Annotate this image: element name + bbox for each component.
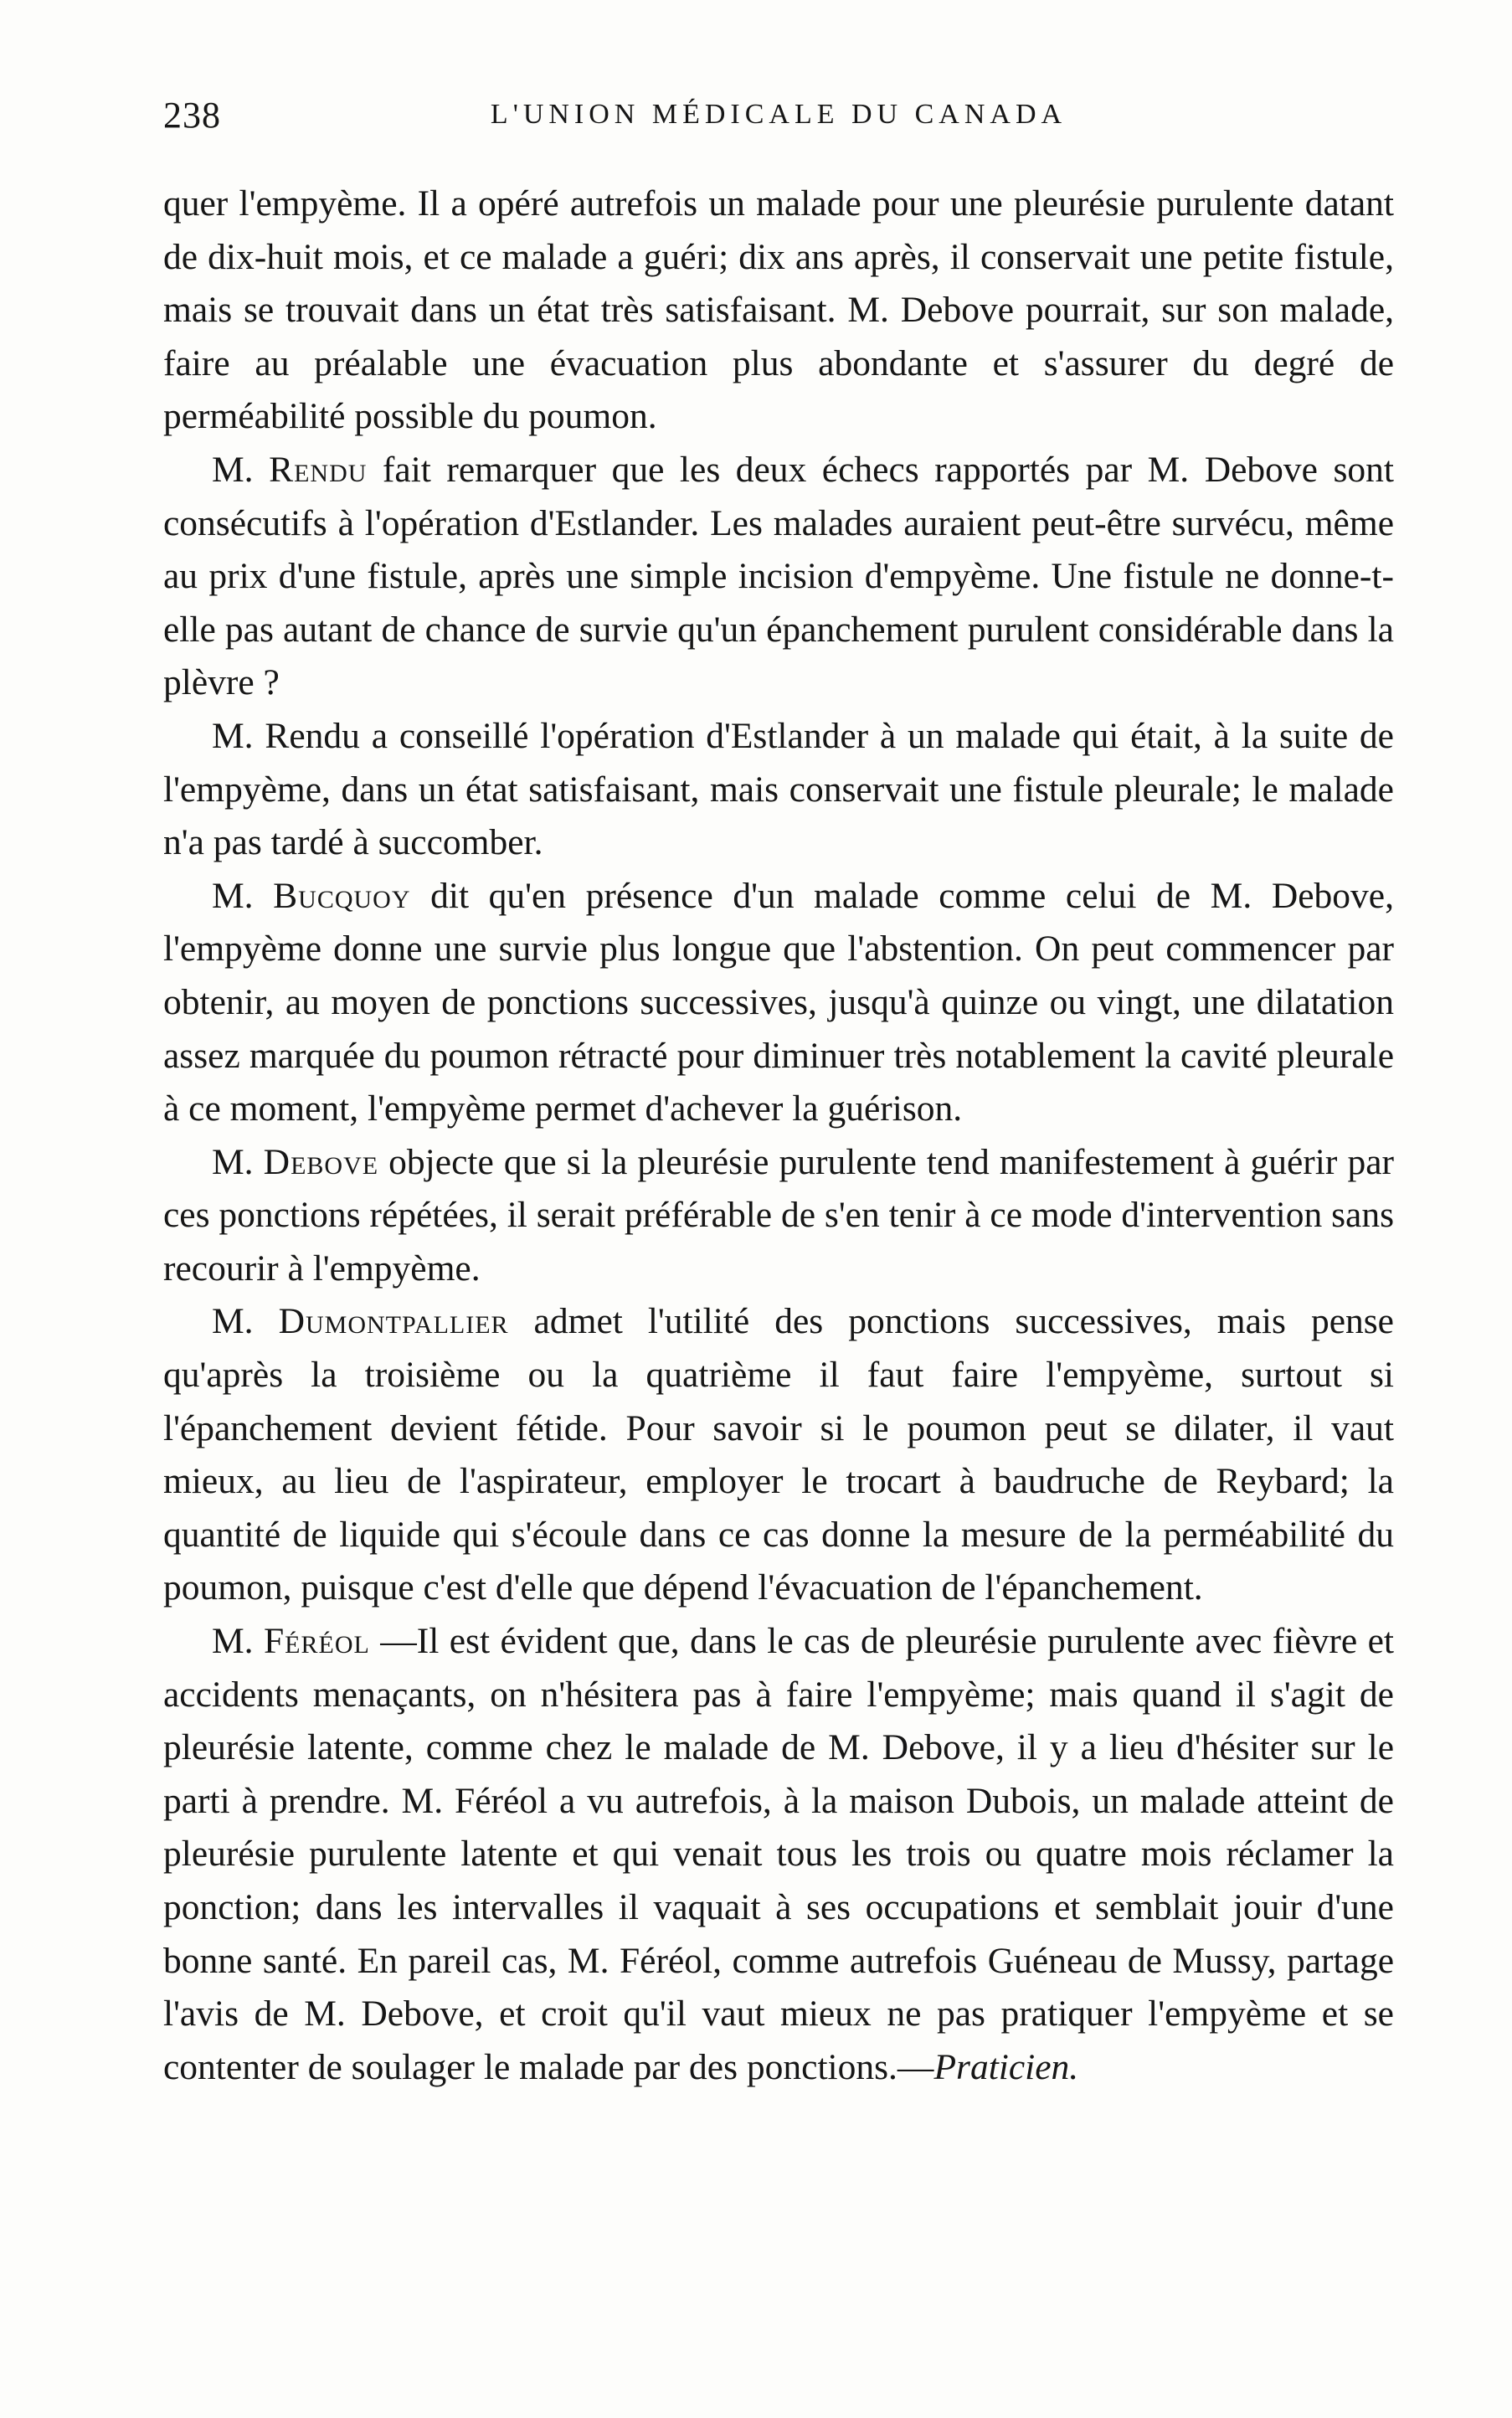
page-header xyxy=(163,94,1394,144)
paragraph-debove xyxy=(163,1136,1394,1296)
speaker-prefix: M. xyxy=(212,1301,279,1342)
paragraph-text: —Il est évident que, dans le cas de pleurésie purulente avec fièvre et accidents menaçants, on n'hésitera pas à faire l'empyème; mais quand il s'agit de pleurésie latente, comme chez le malade de M. Debove, il y a lieu d'hésiter sur le parti à prendre. M. Féréol a vu autrefois, à la maison Dubois, un malade atteint de pleurésie purulente latente et qui venait tous les trois ou quatre mois réclamer la ponction; dans les intervalles il vaquait à ses occupations et semblait jouir d'une bonne santé. En pareil cas, M. Féréol, comme autrefois Guéneau de Mussy, partage l'avis de M. Debove, et croit qu'il vaut mieux ne pas pratiquer l'empyème et se contenter de soulager le malade par des ponctions.— xyxy=(163,1621,1394,2087)
paragraph-text: objecte que si la pleurésie purulente tend manifestement à guérir par ces ponctions répétées, il serait préférable de s'en tenir à ce mode d'intervention sans recourir à l'empyème. xyxy=(163,1141,1394,1289)
speaker-name: Bucquoy xyxy=(273,875,411,916)
speaker-prefix: M. xyxy=(212,1621,264,1662)
page-number: 238 xyxy=(163,95,221,136)
paragraph-fereol xyxy=(163,1615,1394,2094)
speaker-name: Debove xyxy=(263,1141,379,1182)
paragraph-text: dit qu'en présence d'un malade comme celui de M. Debove, l'empyème donne une survie plus longue que l'abstention. On peut commencer par obtenir, au moyen de ponctions successives, jusqu'à quinze ou vingt, une dilatation assez marquée du poumon rétracté pour diminuer très notablement la cavité pleurale à ce moment, l'empyème permet d'achever la guérison. xyxy=(163,875,1394,1129)
paragraph-text: fait remarquer que les deux échecs rapportés par M. Debove sont consécutifs à l'opération d'Estlander. Les malades auraient peut-être survécu, même au prix d'une fistule, après une simple incision d'empyème. Une fistule ne donne-t-elle pas autant de chance de survie qu'un épanchement purulent considérable dans la plèvre ? xyxy=(163,449,1394,703)
paragraph-text: M. Rendu a conseillé l'opération d'Estlander à un malade qui était, à la suite de l'empyème, dans un état satisfaisant, mais conservait une fistule pleurale; le malade n'a pas tardé à succomber. xyxy=(163,715,1394,863)
speaker-name: Dumontpallier xyxy=(278,1301,509,1342)
paragraph-rendu-case xyxy=(163,710,1394,870)
speaker-name: Féréol xyxy=(263,1621,370,1662)
article-body xyxy=(163,177,1394,2094)
speaker-prefix: M. xyxy=(212,875,274,916)
speaker-prefix: M. xyxy=(212,1141,264,1182)
paragraph-text: quer l'empyème. Il a opéré autrefois un malade pour une pleurésie purulente datant de dix-huit mois, et ce malade a guéri; dix ans après, il conservait une petite fistule, mais se trouvait dans un état très satisfaisant. M. Debove pourrait, sur son malade, faire au préalable une évacuation plus abondante et s'assurer du degré de perméabilité possible du poumon. xyxy=(163,183,1394,437)
source-attribution: Praticien. xyxy=(933,2046,1079,2087)
paragraph-rendu xyxy=(163,444,1394,710)
paragraph-bucquoy xyxy=(163,870,1394,1136)
paragraph-continuation xyxy=(163,177,1394,444)
paragraph-dumontpallier xyxy=(163,1295,1394,1615)
paragraph-text: admet l'utilité des ponctions successives, mais pense qu'après la troisième ou la quatrième il faut faire l'empyème, surtout si l'épanchement devient fétide. Pour savoir si le poumon peut se dilater, il vaut mieux, au lieu de l'aspirateur, employer le trocart à baudruche de Reybard; la quantité de liquide qui s'écoule dans ce cas donne la mesure de la perméabilité du poumon, puisque c'est d'elle que dépend l'évacuation de l'épanchement. xyxy=(163,1301,1394,1608)
speaker-prefix: M. xyxy=(212,449,270,490)
running-head: L'UNION MÉDICALE DU CANADA xyxy=(490,99,1067,130)
speaker-name: Rendu xyxy=(269,449,368,490)
